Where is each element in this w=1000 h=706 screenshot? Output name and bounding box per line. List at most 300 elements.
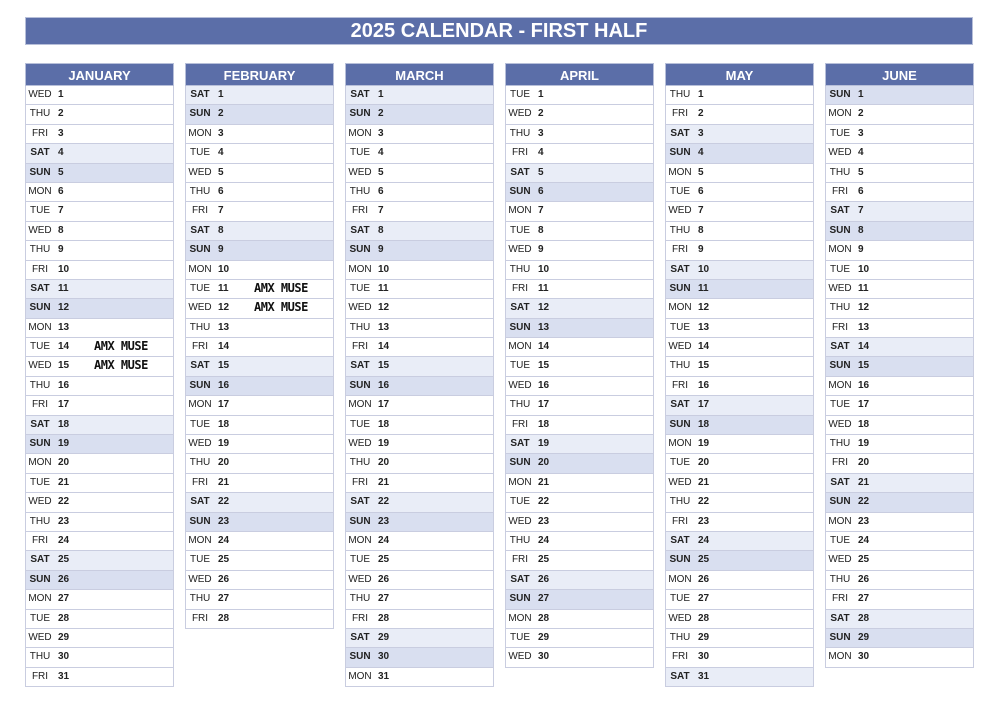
day-of-week: SUN [29,573,51,585]
day-row[interactable] [665,105,814,124]
day-of-week: MON [188,399,212,411]
day-number: 26 [218,573,230,585]
day-of-week: SAT [670,534,690,546]
day-row[interactable] [25,222,174,241]
day-row[interactable] [345,454,494,473]
day-row[interactable] [345,222,494,241]
day-row[interactable] [345,183,494,202]
day-row[interactable] [25,144,174,163]
day-of-week: SUN [829,89,851,100]
day-row[interactable] [345,319,494,338]
day-row[interactable] [505,280,654,299]
day-number: 27 [698,593,710,605]
day-row[interactable] [25,532,174,551]
day-row[interactable] [505,648,654,667]
day-row[interactable] [25,590,174,609]
day-row[interactable] [665,338,814,357]
day-row[interactable] [825,144,974,163]
day-row[interactable] [345,164,494,183]
day-number: 14 [538,341,550,353]
day-number: 23 [538,515,550,527]
day-row[interactable] [825,338,974,357]
day-row[interactable] [25,513,174,532]
month-january [25,63,174,687]
day-number: 26 [58,573,70,585]
day-row[interactable] [505,435,654,454]
day-row[interactable] [665,261,814,280]
day-row[interactable] [185,416,334,435]
day-number: 7 [858,205,864,217]
day-row[interactable] [345,610,494,629]
day-of-week: MON [508,341,532,353]
day-number: 6 [538,185,544,197]
day-number: 15 [698,360,710,372]
day-number: 17 [858,399,870,411]
day-row[interactable] [505,144,654,163]
day-of-week: MON [508,612,532,624]
day-of-week: SAT [30,418,50,430]
day-row[interactable] [505,590,654,609]
day-row[interactable] [505,474,654,493]
day-row[interactable] [825,183,974,202]
day-row[interactable] [185,299,334,318]
day-row[interactable] [665,396,814,415]
day-of-week: TUE [670,457,690,469]
day-row[interactable] [345,280,494,299]
day-of-week: SUN [189,108,211,120]
day-row[interactable] [665,590,814,609]
day-number: 13 [858,321,870,333]
day-row[interactable] [825,571,974,590]
day-row[interactable] [665,241,814,260]
day-number: 9 [858,244,864,256]
day-row[interactable] [25,105,174,124]
day-row[interactable] [25,202,174,221]
day-of-week: WED [28,224,52,236]
day-of-week: FRI [31,670,49,682]
day-row[interactable] [665,493,814,512]
day-number: 24 [58,534,70,546]
day-number: 15 [58,360,70,372]
day-row[interactable] [345,493,494,512]
day-row[interactable] [345,629,494,648]
day-of-week: TUE [830,127,850,139]
day-number: 26 [698,573,710,585]
day-row[interactable] [25,454,174,473]
day-of-week: THU [189,457,211,469]
day-row[interactable] [25,261,174,280]
day-number: 1 [378,89,384,100]
day-number: 22 [538,496,550,508]
day-row[interactable] [505,551,654,570]
day-row[interactable] [505,357,654,376]
day-number: 22 [698,496,710,508]
day-of-week: TUE [510,224,530,236]
day-number: 4 [858,147,864,159]
day-row[interactable] [505,454,654,473]
day-of-week: FRI [31,534,49,546]
day-row[interactable] [25,629,174,648]
day-row[interactable] [665,202,814,221]
day-row[interactable] [825,454,974,473]
day-row[interactable] [665,222,814,241]
day-row[interactable] [665,86,814,105]
day-row[interactable] [825,261,974,280]
day-of-week: SAT [350,224,370,236]
day-row[interactable] [665,513,814,532]
day-number: 22 [858,496,870,508]
day-of-week: MON [348,534,372,546]
day-row[interactable] [345,648,494,667]
day-row[interactable] [825,648,974,667]
day-row[interactable] [185,435,334,454]
day-row[interactable] [25,164,174,183]
day-row[interactable] [505,183,654,202]
day-row[interactable] [185,610,334,629]
day-row[interactable] [505,629,654,648]
day-row[interactable] [825,513,974,532]
day-row[interactable] [345,435,494,454]
day-row[interactable] [825,299,974,318]
day-row[interactable] [345,396,494,415]
day-row[interactable] [825,396,974,415]
day-of-week: MON [28,457,52,469]
day-row[interactable] [25,125,174,144]
day-of-week: THU [669,360,691,372]
day-row[interactable] [825,474,974,493]
day-row[interactable] [185,357,334,376]
day-of-week: WED [348,573,372,585]
day-row[interactable] [185,338,334,357]
day-of-week: WED [668,612,692,624]
day-number: 19 [858,438,870,450]
day-number: 14 [858,341,870,353]
day-of-week: MON [828,244,852,256]
day-row[interactable] [345,202,494,221]
day-row[interactable] [345,590,494,609]
day-of-week: WED [348,438,372,450]
day-row[interactable] [825,590,974,609]
day-row[interactable] [665,571,814,590]
day-row[interactable] [505,319,654,338]
day-row[interactable] [185,86,334,105]
day-row[interactable] [825,319,974,338]
day-row[interactable] [505,202,654,221]
day-of-week: FRI [351,612,369,624]
day-row[interactable] [185,144,334,163]
day-row[interactable] [665,551,814,570]
day-row[interactable] [345,416,494,435]
day-row[interactable] [345,144,494,163]
day-number: 16 [58,379,70,391]
day-of-week: THU [189,593,211,605]
day-of-week: SUN [189,244,211,256]
day-of-week: TUE [190,147,210,159]
day-of-week: SAT [190,224,210,236]
day-number: 30 [698,651,710,663]
day-number: 7 [378,205,384,217]
day-row[interactable] [665,357,814,376]
day-row[interactable] [25,610,174,629]
day-row[interactable] [25,377,174,396]
day-number: 24 [538,534,550,546]
day-row[interactable] [825,532,974,551]
day-of-week: SUN [829,224,851,236]
day-of-week: SUN [349,244,371,256]
day-row[interactable] [345,668,494,687]
day-of-week: WED [508,515,532,527]
day-row[interactable] [825,280,974,299]
day-number: 9 [218,244,224,256]
day-row[interactable] [345,357,494,376]
day-row[interactable] [825,551,974,570]
day-row[interactable] [345,571,494,590]
day-row[interactable] [185,202,334,221]
day-row[interactable] [25,319,174,338]
day-of-week: WED [188,573,212,585]
day-row[interactable] [185,105,334,124]
day-row[interactable] [345,299,494,318]
day-row[interactable] [185,532,334,551]
day-of-week: FRI [831,593,849,605]
day-of-week: WED [508,379,532,391]
day-row[interactable] [345,86,494,105]
day-row[interactable] [825,202,974,221]
day-row[interactable] [665,532,814,551]
day-row[interactable] [185,222,334,241]
day-row[interactable] [505,164,654,183]
day-number: 29 [858,631,870,643]
day-row[interactable] [25,338,174,357]
day-number: 4 [378,147,384,159]
day-row[interactable] [185,183,334,202]
day-row[interactable] [25,241,174,260]
day-row[interactable] [345,338,494,357]
day-number: 7 [538,205,544,217]
day-row[interactable] [25,493,174,512]
day-of-week: WED [668,476,692,488]
day-number: 17 [698,399,710,411]
day-row[interactable] [505,222,654,241]
day-number: 26 [538,573,550,585]
day-number: 2 [378,108,384,120]
day-number: 3 [378,127,384,139]
day-row[interactable] [825,435,974,454]
day-row[interactable] [665,435,814,454]
day-row[interactable] [505,416,654,435]
day-row[interactable] [505,532,654,551]
day-row[interactable] [665,648,814,667]
day-number: 30 [858,651,870,663]
day-number: 10 [58,263,70,275]
day-row[interactable] [665,319,814,338]
day-row[interactable] [185,493,334,512]
day-of-week: SUN [29,302,51,314]
day-number: 6 [218,185,224,197]
day-row[interactable] [825,164,974,183]
day-row[interactable] [25,668,174,687]
day-row[interactable] [25,86,174,105]
day-number: 4 [698,147,704,159]
day-number: 13 [538,321,550,333]
day-row[interactable] [185,164,334,183]
day-row[interactable] [345,105,494,124]
day-row[interactable] [185,551,334,570]
day-row[interactable] [185,377,334,396]
day-row[interactable] [25,435,174,454]
day-of-week: THU [509,127,531,139]
day-number: 19 [58,438,70,450]
day-number: 16 [218,379,230,391]
day-of-week: THU [829,166,851,178]
day-row[interactable] [505,571,654,590]
day-row[interactable] [185,319,334,338]
day-row[interactable] [505,86,654,105]
day-row[interactable] [25,183,174,202]
day-row[interactable] [665,144,814,163]
day-row[interactable] [825,125,974,144]
day-row[interactable] [345,513,494,532]
day-number: 8 [218,224,224,236]
day-row[interactable] [665,629,814,648]
day-row[interactable] [345,474,494,493]
day-of-week: THU [509,263,531,275]
day-row[interactable] [505,493,654,512]
day-number: 3 [858,127,864,139]
day-row[interactable] [825,416,974,435]
day-number: 19 [698,438,710,450]
day-of-week: SUN [349,108,371,120]
day-row[interactable] [185,590,334,609]
day-row[interactable] [345,377,494,396]
day-of-week: SUN [29,438,51,450]
day-row[interactable] [345,125,494,144]
day-number: 29 [538,631,550,643]
day-row[interactable] [665,416,814,435]
day-row[interactable] [825,241,974,260]
day-row[interactable] [825,629,974,648]
day-row[interactable] [185,125,334,144]
day-row[interactable] [665,454,814,473]
day-row[interactable] [665,377,814,396]
day-row[interactable] [185,454,334,473]
day-row[interactable] [825,610,974,629]
month-header: MARCH [345,63,494,86]
day-of-week: WED [828,418,852,430]
day-number: 28 [538,612,550,624]
day-of-week: FRI [671,108,689,120]
day-number: 17 [218,399,230,411]
day-of-week: SAT [30,554,50,566]
day-row[interactable] [505,299,654,318]
day-of-week: FRI [511,418,529,430]
day-row[interactable] [25,357,174,376]
day-number: 20 [218,457,230,469]
day-row[interactable] [185,474,334,493]
day-of-week: FRI [31,127,49,139]
day-row[interactable] [665,610,814,629]
day-row[interactable] [665,125,814,144]
month-april [505,63,654,668]
day-of-week: TUE [670,321,690,333]
day-row[interactable] [25,396,174,415]
day-number: 13 [58,321,70,333]
day-row[interactable] [345,261,494,280]
day-of-week: FRI [191,341,209,353]
day-of-week: MON [508,205,532,217]
day-number: 1 [538,89,544,100]
day-number: 7 [698,205,704,217]
day-row[interactable] [25,551,174,570]
day-row[interactable] [25,299,174,318]
day-row[interactable] [505,125,654,144]
day-row[interactable] [505,396,654,415]
day-row[interactable] [665,474,814,493]
day-number: 6 [698,185,704,197]
day-number: 2 [218,108,224,120]
day-row[interactable] [825,222,974,241]
day-row[interactable] [505,338,654,357]
day-of-week: MON [28,593,52,605]
day-number: 14 [58,341,70,353]
day-of-week: TUE [30,205,50,217]
day-row[interactable] [185,513,334,532]
day-row[interactable] [505,241,654,260]
day-row[interactable] [665,164,814,183]
day-row[interactable] [825,357,974,376]
day-row[interactable] [345,532,494,551]
day-row[interactable] [665,668,814,687]
day-row[interactable] [505,261,654,280]
day-number: 30 [378,651,390,663]
day-number: 12 [698,302,710,314]
day-of-week: THU [669,89,691,100]
day-row[interactable] [345,241,494,260]
day-row[interactable] [185,261,334,280]
day-row[interactable] [825,493,974,512]
day-row[interactable] [505,105,654,124]
day-row[interactable] [25,416,174,435]
day-row[interactable] [25,280,174,299]
day-row[interactable] [185,396,334,415]
day-row[interactable] [25,571,174,590]
day-row[interactable] [825,86,974,105]
day-number: 28 [858,612,870,624]
day-row[interactable] [25,474,174,493]
day-number: 9 [698,244,704,256]
day-row[interactable] [825,105,974,124]
day-row[interactable] [665,183,814,202]
day-number: 24 [378,534,390,546]
day-of-week: FRI [31,399,49,411]
day-row[interactable] [665,299,814,318]
day-of-week: SAT [830,205,850,217]
day-row[interactable] [345,551,494,570]
day-of-week: MON [668,573,692,585]
day-of-week: FRI [511,282,529,294]
day-row[interactable] [185,241,334,260]
day-row[interactable] [25,648,174,667]
day-row[interactable] [505,610,654,629]
day-row[interactable] [505,513,654,532]
day-row[interactable] [665,280,814,299]
day-of-week: SAT [190,89,210,100]
day-row[interactable] [825,377,974,396]
day-of-week: WED [668,341,692,353]
day-row[interactable] [185,280,334,299]
day-row[interactable] [185,571,334,590]
day-row[interactable] [505,377,654,396]
